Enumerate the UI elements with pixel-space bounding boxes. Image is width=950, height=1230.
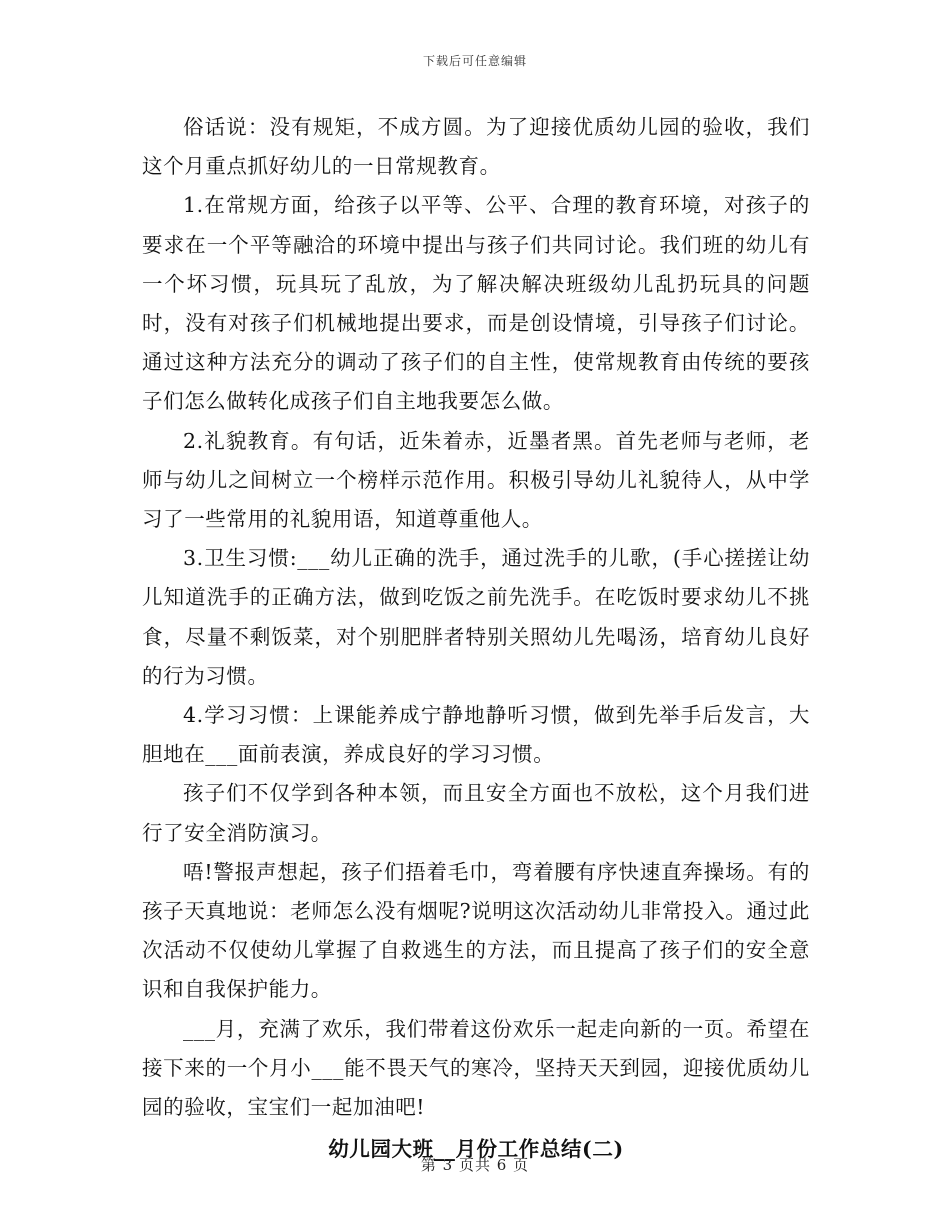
header-note: 下载后可任意编辑: [422, 54, 527, 68]
paragraph-hygiene: 3.卫生习惯:___幼儿正确的洗手，通过洗手的儿歌，(手心搓搓让幼儿知道洗手的正确方法，做到吃饭之前先洗手。在吃饭时要求幼儿不挑食，尽量不剩饭菜，对个别肥胖者特别关照幼儿先喝汤，培育幼儿良好的行为习惯。: [142, 546, 810, 688]
paragraph-routine: 1.在常规方面，给孩子以平等、公平、合理的教育环境，对孩子的要求在一个平等融洽的环境中提出与孩子们共同讨论。我们班的幼儿有一个坏习惯，玩具玩了乱放，为了解决解决班级幼儿乱扔玩具的问题时，没有对孩子们机械地提出要求，而是创设情境，引导孩子们讨论。通过这种方法充分的调动了孩子们的自主性，使常规教育由传统的要孩子们怎么做转化成孩子们自主地我要怎么做。: [142, 193, 810, 414]
paragraph-closing: ___月，充满了欢乐，我们带着这份欢乐一起走向新的一页。希望在接下来的一个月小___能不畏天气的寒冷，坚持天天到园，迎接优质幼儿园的验收，宝宝们一起加油吧!: [142, 1016, 810, 1120]
paragraph-safety: 孩子们不仅学到各种本领，而且安全方面也不放松，这个月我们进行了安全消防演习。: [142, 781, 810, 845]
paragraph-drill: 唔!警报声想起，孩子们捂着毛巾，弯着腰有序快速直奔操场。有的孩子天真地说：老师怎么没有烟呢?说明这次活动幼儿非常投入。通过此次活动不仅使幼儿掌握了自救逃生的方法，而且提高了孩子们的安全意识和自我保护能力。: [142, 859, 810, 1002]
paragraph-intro: 俗话说：没有规矩，不成方圆。为了迎接优质幼儿园的验收，我们这个月重点抓好幼儿的一日常规教育。: [142, 115, 810, 179]
paragraph-study: 4.学习习惯：上课能养成宁静地静听习惯，做到先举手后发言，大胆地在___面前表演，养成良好的学习习惯。: [142, 703, 810, 767]
section-title: 幼儿园大班__月份工作总结(二): [328, 1137, 624, 1162]
paragraph-manners: 2.礼貌教育。有句话，近朱着赤，近墨者黑。首先老师与老师，老师与幼儿之间树立一个榜样示范作用。积极引导幼儿礼貌待人，从中学习了一些常用的礼貌用语，知道尊重他人。: [142, 428, 810, 532]
page-indicator: 第 3 页共 6 页: [420, 1156, 530, 1174]
document-body: [142, 108, 810, 1169]
